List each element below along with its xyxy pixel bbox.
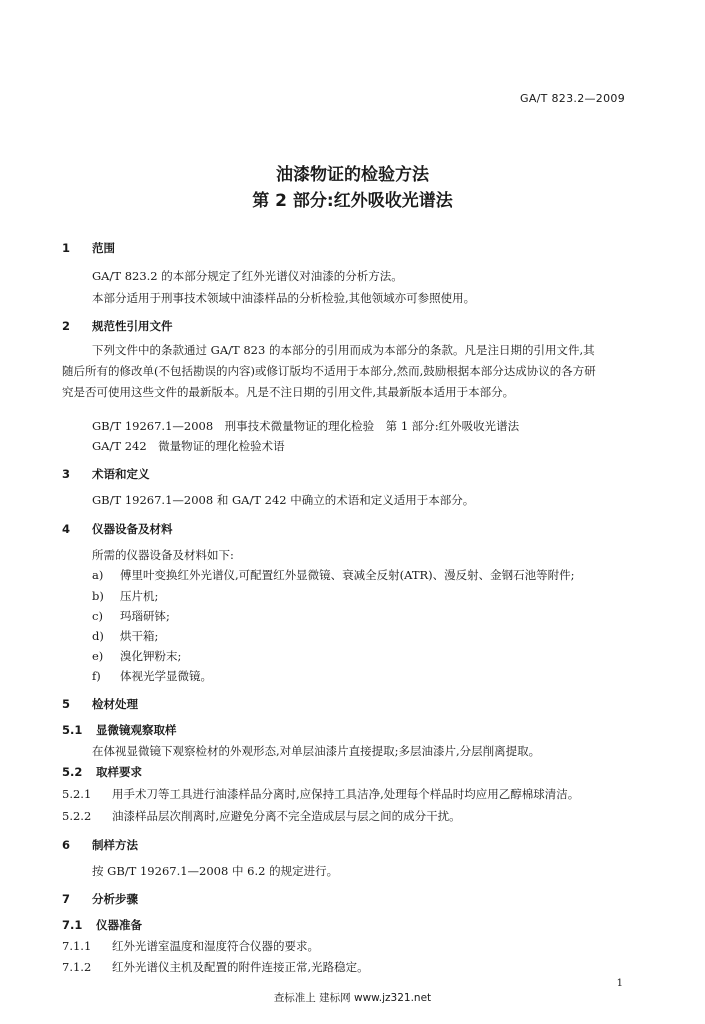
section-title: 仪器设备及材料 — [92, 522, 173, 536]
clause: 5.2.2 油漆样品层次削离时,应避免分离不完全造成层与层之间的成分干扰。 — [62, 809, 461, 823]
clause: 5.2.1 用手术刀等工具进行油漆样品分离时,应保持工具洁净,处理每个样品时均应用乙醇棉球清洁。 — [62, 787, 580, 801]
subsection-heading: 5.2 取样要求 — [62, 765, 142, 779]
subsection-heading: 7.1 仪器准备 — [62, 918, 142, 932]
subsection-heading: 5.1 显微镜观察取样 — [62, 723, 177, 737]
section-6-heading — [62, 837, 138, 853]
section-number: 4 — [62, 522, 71, 536]
list-item: f) 体视光学显微镜。 — [92, 669, 212, 683]
section-title: 规范性引用文件 — [92, 319, 173, 333]
list-item: a) 傅里叶变换红外光谱仪,可配置红外显微镜、衰减全反射(ATR)、漫反射、金钢石池等附件; — [92, 568, 575, 582]
section-5-heading — [62, 696, 138, 712]
section-2-heading — [62, 318, 173, 334]
section-title: 分析步骤 — [92, 892, 138, 906]
clause: 7.1.2 红外光谱仪主机及配置的附件连接正常,光路稳定。 — [62, 960, 369, 974]
paragraph: 在体视显微镜下观察检材的外观形态,对单层油漆片直接提取;多层油漆片,分层削离提取。 — [92, 744, 541, 758]
paragraph: 下列文件中的条款通过 GA/T 823 的本部分的引用而成为本部分的条款。凡是注日期的引用文件,其随后所有的修改单(不包括勘误的内容)或修订版均不适用于本部分,然而,鼓励根据本部分达成协议的各方研究是否可使用这些文件的最新版本。凡是不注日期的引用文件,其最新版本适用于本部分。 — [62, 343, 596, 399]
footer-link[interactable]: 查标准上 建标网 www.jz321.net — [273, 992, 432, 1004]
list-item: e) 溴化钾粉末; — [92, 649, 182, 663]
list-item: b) 压片机; — [92, 589, 159, 603]
section-title: 术语和定义 — [92, 467, 150, 481]
reference-item: GA/T 242 微量物证的理化检验术语 — [92, 439, 285, 453]
section-number: 2 — [62, 319, 71, 333]
paragraph: 本部分适用于刑事技术领域中油漆样品的分析检验,其他领域亦可参照使用。 — [92, 291, 476, 305]
page-number: 1 — [616, 978, 623, 989]
standard-number: GA/T 823.2—2009 — [520, 92, 625, 105]
section-1-heading — [62, 240, 115, 256]
paragraph: GA/T 823.2 的本部分规定了红外光谱仪对油漆的分析方法。 — [92, 269, 403, 283]
title-line-2: 第 2 部分:红外吸收光谱法 — [252, 191, 453, 211]
section-4-heading — [62, 521, 173, 537]
paragraph: GB/T 19267.1—2008 和 GA/T 242 中确立的术语和定义适用于本部分。 — [92, 493, 475, 507]
section-3-heading — [62, 466, 150, 482]
section-number: 6 — [62, 838, 71, 852]
paragraph: 所需的仪器设备及材料如下: — [92, 548, 234, 562]
section-title: 检材处理 — [92, 697, 138, 711]
reference-item: GB/T 19267.1—2008 刑事技术微量物证的理化检验 第 1 部分:红外吸收光谱法 — [92, 419, 520, 433]
section-number: 7 — [62, 892, 71, 906]
paragraph: 按 GB/T 19267.1—2008 中 6.2 的规定进行。 — [92, 864, 339, 878]
section-number: 5 — [62, 697, 71, 711]
list-item: c) 玛瑙研钵; — [92, 609, 170, 623]
section-title: 范围 — [92, 241, 115, 255]
section-number: 3 — [62, 467, 71, 481]
section-title: 制样方法 — [92, 838, 138, 852]
clause: 7.1.1 红外光谱室温度和湿度符合仪器的要求。 — [62, 939, 319, 953]
list-item: d) 烘干箱; — [92, 629, 159, 643]
title-line-1: 油漆物证的检验方法 — [276, 165, 429, 185]
section-number: 1 — [62, 241, 71, 255]
section-7-heading — [62, 891, 138, 907]
